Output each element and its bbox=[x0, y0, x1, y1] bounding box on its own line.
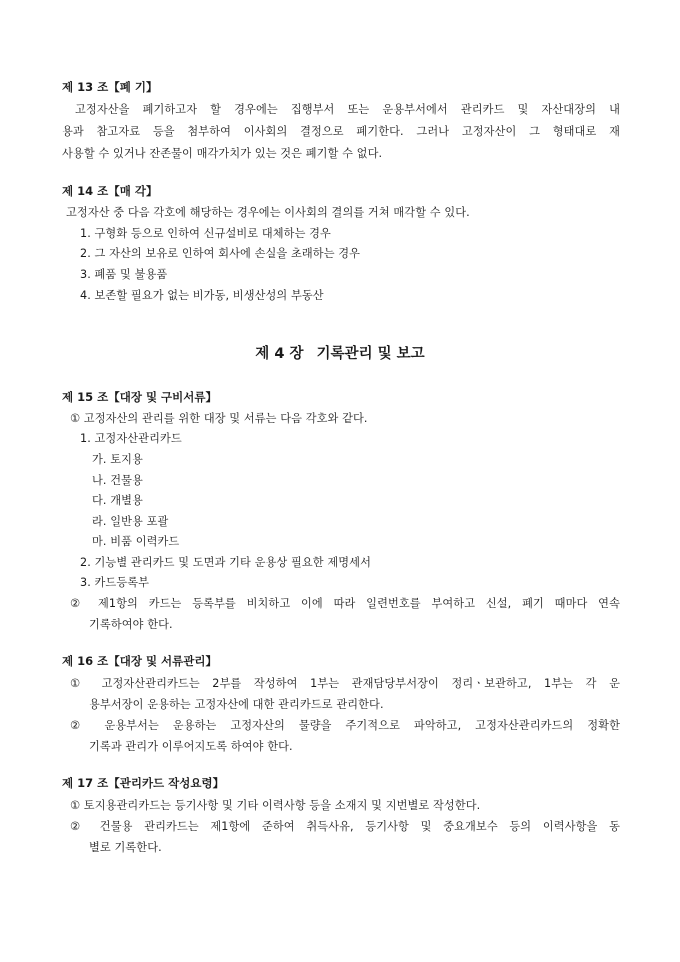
chapter-title: 기록관리 및 보고 bbox=[316, 346, 425, 362]
article-15-paragraph-2-line-1: ② 제1항의 카드는 등록부를 비치하고 이에 따라 일련번호를 부여하고 신설, 폐기 때마다 연속 bbox=[70, 597, 620, 610]
article-15-subitem-2: 나. 건물용 bbox=[92, 474, 143, 487]
article-14-item-3: 3. 폐품 및 불용품 bbox=[80, 268, 168, 281]
article-14-title: 제 14 조【매 각】 bbox=[62, 184, 158, 198]
article-15-subitem-3: 다. 개별용 bbox=[92, 494, 143, 507]
article-16-paragraph-2-line-2: 기록과 관리가 이루어지도록 하여야 한다. bbox=[89, 740, 293, 753]
chapter-number: 제 4 장 bbox=[255, 346, 304, 362]
article-15-item-3: 3. 카드등록부 bbox=[80, 576, 150, 589]
chapter-heading bbox=[0, 342, 680, 363]
article-17-title: 제 17 조【관리카드 작성요령】 bbox=[62, 776, 225, 790]
article-15-subitem-4: 라. 일반용 포괄 bbox=[92, 515, 169, 528]
article-13-line-2: 용과 참고자료 등을 첨부하여 이사회의 결정으로 폐기한다. 그러나 고정자산이 그 형태대로 재 bbox=[62, 125, 620, 138]
article-15-title: 제 15 조【대장 및 구비서류】 bbox=[62, 390, 217, 404]
article-15-item-1: 1. 고정자산관리카드 bbox=[80, 432, 182, 445]
article-16-paragraph-2-line-1: ② 운용부서는 운용하는 고정자산의 물량을 주기적으로 파악하고, 고정자산관리카드의 정확한 bbox=[70, 719, 620, 732]
article-16-paragraph-1-line-1: ① 고정자산관리카드는 2부를 작성하여 1부는 관재담당부서장이 정리ㆍ보관하고, 1부는 각 운 bbox=[70, 677, 620, 690]
article-14-intro: 고정자산 중 다음 각호에 해당하는 경우에는 이사회의 결의를 거쳐 매각할 수 있다. bbox=[66, 206, 470, 219]
article-13-line-1: 고정자산을 폐기하고자 할 경우에는 집행부서 또는 운용부서에서 관리카드 및 자산대장의 내 bbox=[75, 103, 620, 116]
article-17-paragraph-1: ① 토지용관리카드는 등기사항 및 기타 이력사항 등을 소재지 및 지번별로 작성한다. bbox=[70, 799, 481, 812]
article-15-item-2: 2. 기능별 관리카드 및 도면과 기타 운용상 필요한 제명세서 bbox=[80, 556, 371, 569]
article-13-title: 제 13 조【폐 기】 bbox=[62, 80, 158, 94]
article-15-subitem-5: 마. 비품 이력카드 bbox=[92, 535, 180, 548]
article-15-subitem-1: 가. 토지용 bbox=[92, 453, 143, 466]
article-16-paragraph-1-line-2: 용부서장이 운용하는 고정자산에 대한 관리카드로 관리한다. bbox=[89, 698, 384, 711]
article-17-paragraph-2-line-2: 별로 기록한다. bbox=[89, 841, 162, 854]
article-14-item-1: 1. 구형화 등으로 인하여 신규설비로 대체하는 경우 bbox=[80, 227, 331, 240]
article-15-paragraph-2-line-2: 기록하여야 한다. bbox=[89, 618, 173, 631]
article-16-title: 제 16 조【대장 및 서류관리】 bbox=[62, 654, 217, 668]
article-14-item-4: 4. 보존할 필요가 없는 비가동, 비생산성의 부동산 bbox=[80, 289, 324, 302]
article-15-paragraph-1: ① 고정자산의 관리를 위한 대장 및 서류는 다음 각호와 같다. bbox=[70, 412, 368, 425]
article-17-paragraph-2-line-1: ② 건물용 관리카드는 제1항에 준하여 취득사유, 등기사항 및 중요개보수 등의 이력사항을 동 bbox=[70, 820, 620, 833]
article-13-line-3: 사용할 수 있거나 잔존물이 매각가치가 있는 것은 폐기할 수 없다. bbox=[62, 147, 383, 160]
article-14-item-2: 2. 그 자산의 보유로 인하여 회사에 손실을 초래하는 경우 bbox=[80, 247, 361, 260]
